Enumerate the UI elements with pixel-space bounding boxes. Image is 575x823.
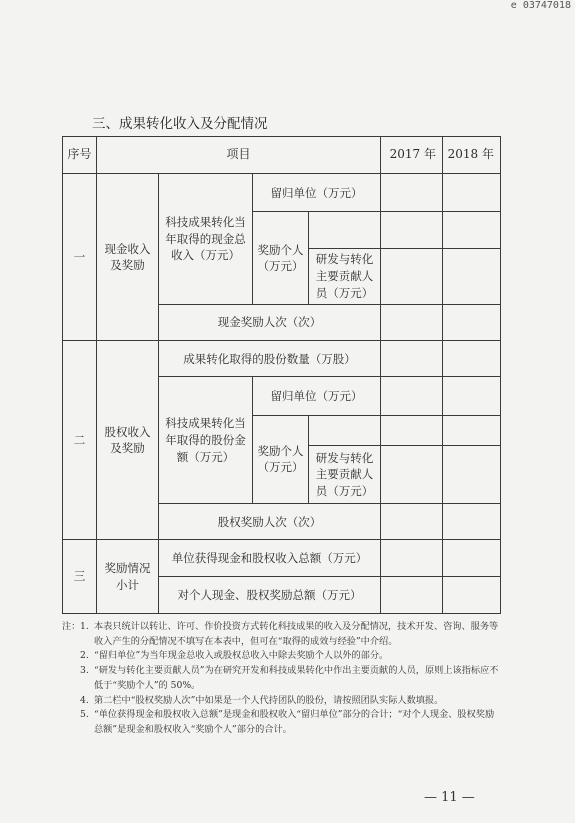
note-item <box>62 620 502 649</box>
note-number: 3. <box>80 665 89 677</box>
group1-count-2017[interactable] <box>381 305 443 341</box>
group2-sub-label: 科技成果转化当年取得的股份金额（万元） <box>159 377 253 504</box>
group2-count-2018[interactable] <box>443 504 501 540</box>
page-number: — 11 — <box>424 790 475 805</box>
group1-core-staff-2018[interactable] <box>443 248 501 304</box>
notes <box>62 620 502 738</box>
note-text: “单位获得现金和股权收入总额”是现金和股权收入“留归单位”部分的合计；“对个人现金、股权奖励总额”是现金和股权收入“奖励个人”部分的合计。 <box>94 709 495 736</box>
group2-individual-2018[interactable] <box>443 415 501 445</box>
header-index: 序号 <box>63 137 97 174</box>
notes-label: 注： <box>62 621 81 632</box>
note-text: 本表只统计以转让、许可、作价投资方式转化科技成果的收入及分配情况，技术开发、咨询、服务等收入产生的分配情况不填写在本表中，但可在“取得的成效与经验”中介绍。 <box>94 621 499 647</box>
group2-core-staff-2017[interactable] <box>381 445 443 503</box>
group3-individual-total-2018[interactable] <box>443 576 501 613</box>
group2-individual-blank <box>309 415 381 445</box>
header-year-2018: 2018 年 <box>443 137 501 174</box>
group2-count-label: 股权奖励人次（次） <box>159 504 381 540</box>
group2-shares-2018[interactable] <box>443 341 501 377</box>
note-item <box>62 664 502 693</box>
note-item <box>62 708 502 737</box>
note-number: 1. <box>80 621 89 632</box>
group1-sub-label: 科技成果转化当年取得的现金总收入（万元） <box>159 174 253 305</box>
group3-unit-total-2018[interactable] <box>443 540 501 576</box>
group1-individual-blank <box>309 212 381 248</box>
group1-retained-2017[interactable] <box>381 174 443 212</box>
group2-name: 股权收入及奖励 <box>97 341 159 540</box>
group1-name: 现金收入及奖励 <box>97 174 159 341</box>
note-item <box>62 649 502 664</box>
group3-name: 奖励情况小计 <box>97 540 159 614</box>
group3-individual-total-2017[interactable] <box>381 576 443 613</box>
table-row <box>63 341 501 377</box>
group2-core-staff-label: 研发与转化主要贡献人员（万元） <box>309 445 381 503</box>
group1-index: 一 <box>63 174 97 341</box>
group1-retained-2018[interactable] <box>443 174 501 212</box>
group2-individual-label: 奖励个人（万元） <box>253 415 309 504</box>
group1-count-2018[interactable] <box>443 305 501 341</box>
group2-retained-2018[interactable] <box>443 377 501 415</box>
group2-index: 二 <box>63 341 97 540</box>
group1-individual-2018[interactable] <box>443 212 501 248</box>
revenue-distribution-table <box>62 136 501 614</box>
group3-unit-total-label: 单位获得现金和股权收入总额（万元） <box>159 540 381 576</box>
group2-retained-label: 留归单位（万元） <box>253 377 381 415</box>
note-text: “研发与转化主要贡献人员”为在研究开发和科技成果转化中作出主要贡献的人员，原则上该指标应不低于“奖励个人”的 50%。 <box>94 665 499 691</box>
header-year-2017: 2017 年 <box>381 137 443 174</box>
group2-shares-2017[interactable] <box>381 341 443 377</box>
group1-count-label: 现金奖励人次（次） <box>159 305 381 341</box>
header-item: 项目 <box>97 137 381 174</box>
table-row <box>63 540 501 576</box>
note-text: 第二栏中“股权奖励人次”中如果是一个人代持团队的股份，请按照团队实际人数填报。 <box>94 694 444 706</box>
group2-count-2017[interactable] <box>381 504 443 540</box>
page-tag: e 03747018 <box>510 0 571 11</box>
group1-retained-label: 留归单位（万元） <box>253 174 381 212</box>
table-header-row <box>63 137 501 174</box>
group1-core-staff-label: 研发与转化主要贡献人员（万元） <box>309 248 381 304</box>
note-item <box>62 694 502 709</box>
group3-index: 三 <box>63 540 97 614</box>
group2-individual-2017[interactable] <box>381 415 443 445</box>
section-title: 三、成果转化收入及分配情况 <box>92 116 268 132</box>
group1-individual-label: 奖励个人（万元） <box>253 212 309 305</box>
note-text: “留归单位”为当年现金总收入或股权总收入中除去奖励个人以外的部分。 <box>94 650 389 662</box>
group2-shares-label: 成果转化取得的股份数量（万股） <box>159 341 381 377</box>
table-row <box>63 174 501 212</box>
group1-core-staff-2017[interactable] <box>381 248 443 304</box>
note-number: 2. <box>80 650 89 662</box>
group1-individual-2017[interactable] <box>381 212 443 248</box>
group3-unit-total-2017[interactable] <box>381 540 443 576</box>
group2-core-staff-2018[interactable] <box>443 445 501 503</box>
note-number: 5. <box>80 709 89 721</box>
group3-individual-total-label: 对个人现金、股权奖励总额（万元） <box>159 576 381 613</box>
note-number: 4. <box>80 694 89 706</box>
group2-retained-2017[interactable] <box>381 377 443 415</box>
